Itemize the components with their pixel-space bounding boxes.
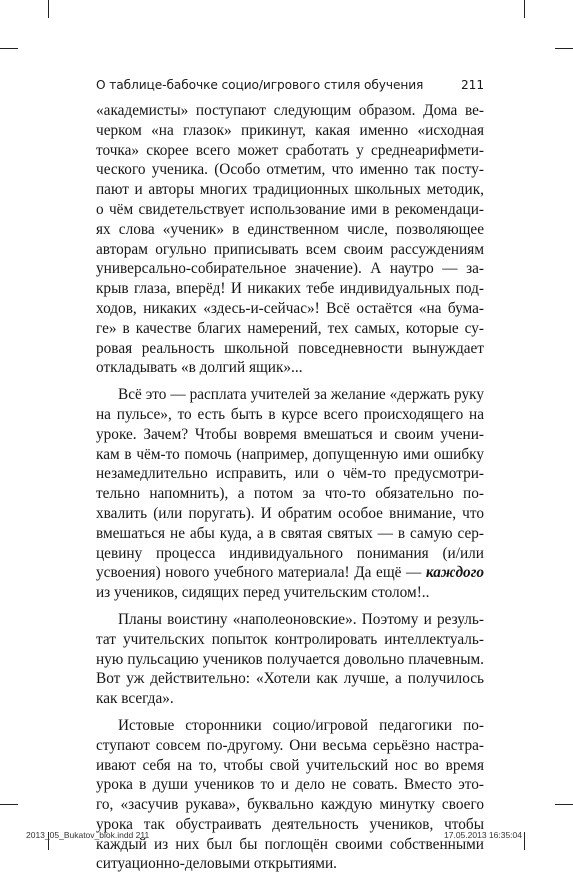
text-fragment: усвоения) нового учебного материала! Да ещё — [96,564,426,582]
text-line: Вот уж действительно: «Хотели как лучше, а получилось [96,670,484,688]
paragraph-2 [96,385,484,603]
text-line: черком «на глазок» прикинут, какая именно «исходная [96,121,484,139]
paragraph-1 [96,101,484,378]
text-line: тельно напомнить), а потом за что-то обязательно по- [96,485,484,503]
text-line: Истовые сторонники социо/игровой педагогики по- [118,716,484,734]
text-line: Планы воистину «наполеоновские». Поэтому и резуль- [118,610,484,628]
body-text [96,101,484,881]
text-line: урока в души учеников то и дело не совать. Вместо это- [96,776,484,794]
text-line: вмешаться не абы куда, а в святая святых — в самую сер- [96,524,484,542]
chapter-title: О таблице-бабочке социо/игрового стиля обучения [96,78,424,92]
text-line [96,563,484,583]
crop-mark-right-top [555,48,573,49]
text-line: ивают себя на то, чтобы свой учительский нос во время [96,756,484,774]
text-line: о чём свидетельствует использование ими в рекомендаци- [96,200,484,218]
text-line: ге» в качестве благих намерений, тех самых, которые су- [96,319,484,337]
crop-mark-left-top [0,48,18,49]
text-line: из учеников, сидящих перед учительским столом!.. [96,584,430,602]
text-line: Всё это — расплата учителей за желание «держать руку [118,386,484,404]
text-line: «академисты» поступают следующим образом. Дома ве- [96,102,484,119]
crop-mark-top-left [48,0,49,18]
page-number: 211 [461,78,484,92]
crop-mark-top-right [524,0,525,18]
paragraph-4 [96,716,484,874]
running-head [96,78,484,92]
text-line: тат учительских попыток контролировать интеллектуаль- [96,630,484,648]
text-line: цевину процесса индивидуального понимания (и/или [96,544,484,562]
text-line: ходов, никаких «здесь-и-сейчас»! Всё остаётся «на бума- [96,299,484,317]
text-line: крыв глаза, вперёд! И никаких тебе индивидуальных под- [96,280,484,298]
emphasized-word: каждого [425,564,484,582]
text-line: точка» скорее всего может сработать у среднеарифмети- [96,141,484,159]
text-line: го, «засучив рукава», буквально каждую минутку своего [96,796,484,814]
text-line: ческого ученика. (Особо отметим, что именно так посту- [96,161,484,179]
crop-mark-bottom-right [524,832,525,850]
text-line: урока так обустраивать деятельность учеников, чтобы [96,815,484,833]
text-line: ях слова «ученик» в единственном числе, позволяющее [96,220,484,238]
paragraph-3 [96,610,484,709]
text-line: кам в чём-то помочь (например, допущенную ими ошибку [96,445,484,463]
crop-mark-left-bottom [0,804,18,805]
slug-timestamp: 17.05.2013 16:35:04 [444,830,522,840]
slug-filename: 2013_05_Bukatov_blok.indd 211 [26,830,150,840]
text-line: авторам огульно приписывать всем своим рассуждениям [96,240,484,258]
text-line: пают и авторы многих традиционных школьных методик, [96,181,484,199]
text-line: как всегда». [96,690,174,708]
text-line: уроке. Зачем? Чтобы вовремя вмешаться и своим учени- [96,425,484,443]
text-line: ровая реальность школьной повседневности вынуждает [96,339,484,357]
text-line: ную пульсацию учеников получается довольно плачевным. [96,650,484,668]
text-line: на пульсе», то есть быть в курсе всего происходящего на [96,405,484,423]
text-line: ступают совсем по-другому. Они весьма серьёзно настра- [96,736,484,754]
text-line: хвалить (или поругать). И обратим особое внимание, что [96,504,484,522]
text-line: откладывать «в долгий ящик»... [96,359,303,377]
crop-mark-right-bottom [555,804,573,805]
text-line: каждый из них был бы поглощён своими собственными [96,835,484,853]
text-line: незамедлительно исправить, или о чём-то предусмотри- [96,465,484,483]
text-line: универсально-собирательное значение). А наутро — за- [96,260,484,278]
text-line: ситуационно-деловыми открытиями. [96,855,337,873]
